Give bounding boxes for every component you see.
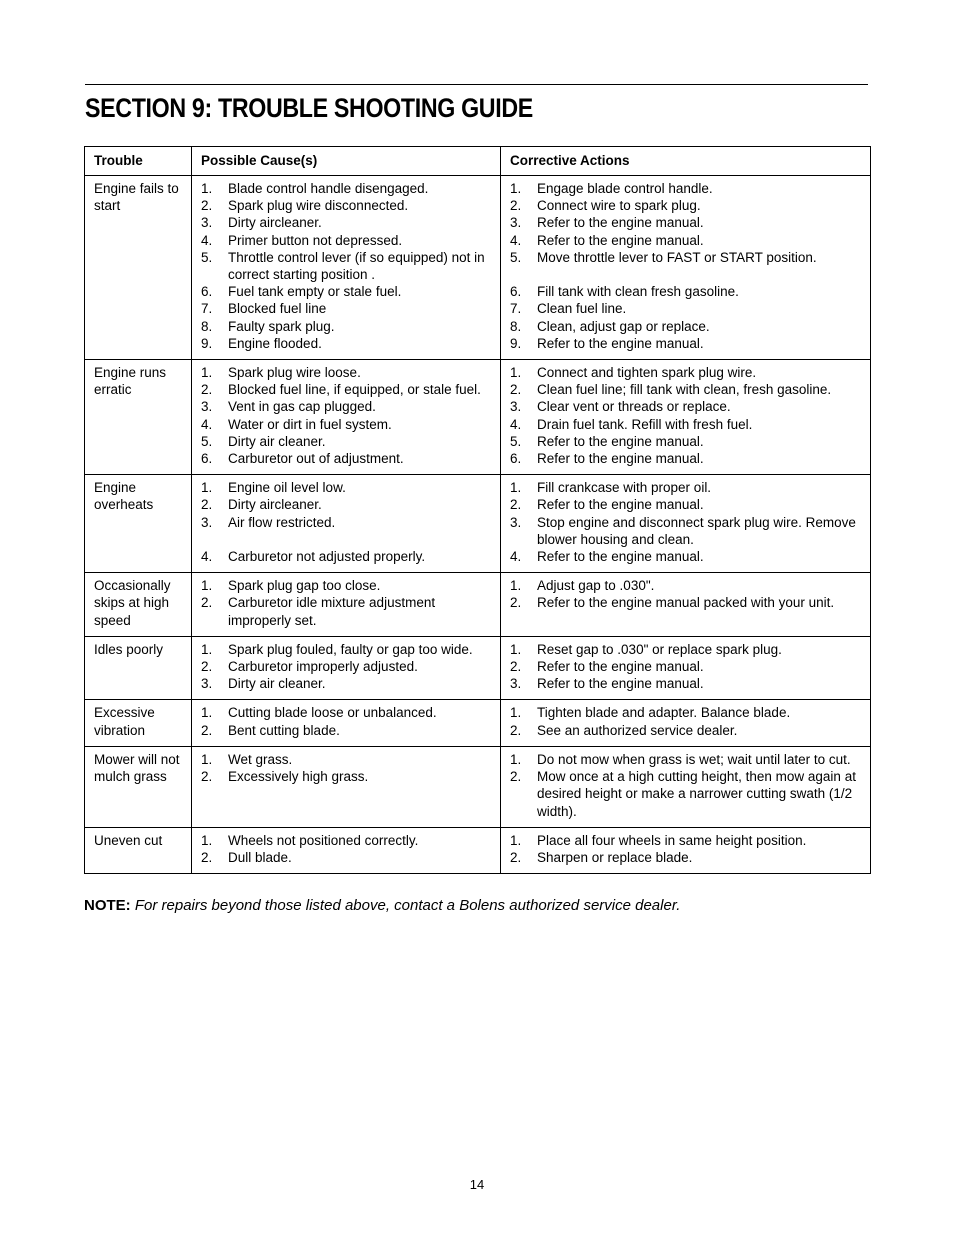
cause-item <box>201 849 494 866</box>
item-text: Spark plug wire loose. <box>228 365 361 381</box>
header-possible-causes: Possible Cause(s) <box>192 147 501 176</box>
table-row <box>85 636 871 700</box>
item-number: 1. <box>510 480 522 496</box>
item-text: Engine flooded. <box>228 335 322 351</box>
action-item <box>510 675 864 692</box>
cause-item <box>201 249 494 283</box>
table-row <box>85 700 871 746</box>
item-text: Carburetor not adjusted properly. <box>228 549 426 565</box>
item-number: 2. <box>510 659 522 675</box>
causes-cell <box>192 475 501 573</box>
item-text: See an authorized service dealer. <box>537 722 738 738</box>
item-number: 2. <box>201 595 213 611</box>
item-text: Dirty aircleaner. <box>228 215 322 231</box>
item-number: 3. <box>510 215 522 231</box>
item-number: 1. <box>510 181 522 196</box>
item-text: Bent cutting blade. <box>228 722 340 738</box>
item-text: Faulty spark plug. <box>228 318 335 334</box>
item-number: 1. <box>201 578 213 594</box>
item-number: 2. <box>510 595 522 611</box>
trouble-cell: Uneven cut <box>85 827 192 873</box>
item-number: 2. <box>510 382 522 398</box>
trouble-shooting-table <box>84 146 871 874</box>
table-row <box>85 573 871 637</box>
item-number: 4. <box>510 416 522 432</box>
item-text: Wheels not positioned correctly. <box>228 832 419 848</box>
cause-item <box>201 675 494 692</box>
item-number: 2. <box>510 722 522 738</box>
actions-cell <box>501 827 871 873</box>
item-text: Fill crankcase with proper oil. <box>537 480 712 496</box>
actions-cell <box>501 700 871 746</box>
item-number: 4. <box>201 549 213 565</box>
cause-item <box>201 180 494 197</box>
causes-cell <box>192 360 501 475</box>
item-text: Refer to the engine manual. <box>537 549 704 565</box>
cause-item <box>201 433 494 450</box>
cause-item <box>201 496 494 513</box>
action-item <box>510 704 864 721</box>
item-text: Water or dirt in fuel system. <box>228 416 392 432</box>
item-number: 2. <box>201 849 213 865</box>
action-item <box>510 283 864 300</box>
item-number: 2. <box>201 382 213 398</box>
item-number: 5. <box>201 249 213 265</box>
item-text: Refer to the engine manual. <box>537 215 704 231</box>
item-number: 3. <box>510 676 522 692</box>
action-item <box>510 381 864 398</box>
cause-item <box>201 548 494 565</box>
item-text: Place all four wheels in same height position. <box>537 832 807 848</box>
item-text: Wet grass. <box>228 751 293 767</box>
item-text: Adjust gap to .030". <box>537 578 655 594</box>
action-item <box>510 300 864 317</box>
trouble-cell: Excessive vibration <box>85 700 192 746</box>
trouble-cell: Engine fails to start <box>85 176 192 360</box>
cause-item <box>201 594 494 628</box>
item-number: 1. <box>201 832 213 848</box>
cause-item <box>201 641 494 658</box>
item-text: Drain fuel tank. Refill with fresh fuel. <box>537 416 753 432</box>
cause-item <box>201 751 494 768</box>
item-text: Clean fuel line; fill tank with clean, fresh gasoline. <box>537 382 832 398</box>
trouble-cell: Mower will not mulch grass <box>85 746 192 827</box>
cause-item <box>201 704 494 721</box>
item-text: Refer to the engine manual. <box>537 232 704 248</box>
causes-cell <box>192 176 501 360</box>
cause-item <box>201 398 494 415</box>
item-number: 5. <box>201 433 213 449</box>
item-text: Vent in gas cap plugged. <box>228 399 376 415</box>
item-text: Primer button not depressed. <box>228 232 403 248</box>
item-text: Connect wire to spark plug. <box>537 198 701 214</box>
item-text: Refer to the engine manual. <box>537 676 704 692</box>
item-text: Air flow restricted. <box>228 514 336 530</box>
action-item <box>510 658 864 675</box>
item-text: Reset gap to .030" or replace spark plug. <box>537 641 782 657</box>
table-row <box>85 176 871 360</box>
action-item <box>510 232 864 249</box>
cause-item <box>201 768 494 785</box>
item-number: 2. <box>510 769 522 785</box>
action-item <box>510 433 864 450</box>
cause-item <box>201 214 494 231</box>
item-number: 2. <box>510 198 522 214</box>
cause-item <box>201 364 494 381</box>
action-item <box>510 416 864 433</box>
item-number: 2. <box>510 497 522 513</box>
actions-cell <box>501 176 871 360</box>
cause-item <box>201 283 494 300</box>
item-text: Engine oil level low. <box>228 480 346 496</box>
item-number: 4. <box>201 416 213 432</box>
cause-item <box>201 232 494 249</box>
item-number: 8. <box>510 318 522 334</box>
causes-cell <box>192 827 501 873</box>
action-item <box>510 514 864 548</box>
note-text: For repairs beyond those listed above, contact a Bolens authorized service dealer. <box>134 897 681 914</box>
item-number: 4. <box>201 232 213 248</box>
item-number: 6. <box>201 451 213 467</box>
cause-item <box>201 416 494 433</box>
trouble-cell: Engine overheats <box>85 475 192 573</box>
cause-item <box>201 658 494 675</box>
note <box>84 897 680 915</box>
action-item <box>510 768 864 820</box>
action-item <box>510 751 864 768</box>
item-text: Dirty air cleaner. <box>228 433 326 449</box>
item-number: 2. <box>201 769 213 785</box>
table-row <box>85 360 871 475</box>
item-text: Clear vent or threads or replace. <box>537 399 731 415</box>
action-item <box>510 548 864 565</box>
item-text: Excessively high grass. <box>228 769 369 785</box>
actions-cell <box>501 475 871 573</box>
action-item <box>510 318 864 335</box>
action-item <box>510 496 864 513</box>
causes-cell <box>192 573 501 637</box>
cause-item <box>201 335 494 352</box>
item-number: 1. <box>510 751 522 767</box>
item-number: 1. <box>510 578 522 594</box>
item-text: Mow once at a high cutting height, then mow again at desired height or make a narrower cutting swath (1/2 width). <box>537 769 856 819</box>
item-number: 3. <box>201 399 213 415</box>
cause-item <box>201 381 494 398</box>
table-row <box>85 827 871 873</box>
item-number: 3. <box>201 215 213 231</box>
list-spacer <box>510 266 864 283</box>
item-number: 2. <box>201 198 213 214</box>
section-title: SECTION 9: TROUBLE SHOOTING GUIDE <box>85 93 533 123</box>
item-number: 4. <box>510 232 522 248</box>
item-text: Stop engine and disconnect spark plug wire. Remove blower housing and clean. <box>537 514 856 547</box>
header-corrective-actions: Corrective Actions <box>501 147 871 176</box>
item-number: 1. <box>201 365 213 381</box>
item-number: 2. <box>201 722 213 738</box>
item-number: 1. <box>201 705 213 721</box>
actions-cell <box>501 573 871 637</box>
item-number: 1. <box>510 365 522 381</box>
item-text: Refer to the engine manual. <box>537 433 704 449</box>
action-item <box>510 832 864 849</box>
item-number: 1. <box>510 705 522 721</box>
item-number: 5. <box>510 433 522 449</box>
item-number: 4. <box>510 549 522 565</box>
item-number: 1. <box>201 480 213 496</box>
item-text: Cutting blade loose or unbalanced. <box>228 705 437 721</box>
item-text: Connect and tighten spark plug wire. <box>537 365 757 381</box>
action-item <box>510 849 864 866</box>
table-body <box>85 176 871 874</box>
item-number: 1. <box>201 181 213 196</box>
item-text: Spark plug gap too close. <box>228 578 381 594</box>
cause-item <box>201 318 494 335</box>
table-row <box>85 746 871 827</box>
action-item <box>510 180 864 197</box>
section-top-rule <box>85 84 868 85</box>
item-text: Fill tank with clean fresh gasoline. <box>537 284 739 300</box>
item-number: 7. <box>201 301 213 317</box>
item-text: Dirty aircleaner. <box>228 497 322 513</box>
action-item <box>510 197 864 214</box>
item-text: Blocked fuel line <box>228 301 327 317</box>
causes-cell <box>192 746 501 827</box>
causes-cell <box>192 700 501 746</box>
trouble-cell: Occasionally skips at high speed <box>85 573 192 637</box>
item-text: Move throttle lever to FAST or START position. <box>537 249 817 265</box>
item-number: 7. <box>510 301 522 317</box>
item-text: Clean fuel line. <box>537 301 627 317</box>
note-label: NOTE: <box>84 897 131 914</box>
item-text: Spark plug fouled, faulty or gap too wide. <box>228 641 473 657</box>
item-number: 2. <box>201 659 213 675</box>
item-number: 9. <box>510 335 522 351</box>
cause-item <box>201 479 494 496</box>
cause-item <box>201 577 494 594</box>
action-item <box>510 641 864 658</box>
actions-cell <box>501 636 871 700</box>
item-number: 3. <box>510 514 522 530</box>
cause-item <box>201 514 494 531</box>
item-text: Carburetor idle mixture adjustment improperly set. <box>228 595 436 628</box>
header-trouble: Trouble <box>85 147 192 176</box>
trouble-cell: Engine runs erratic <box>85 360 192 475</box>
actions-cell <box>501 360 871 475</box>
action-item <box>510 479 864 496</box>
item-number: 3. <box>510 399 522 415</box>
item-number: 8. <box>201 318 213 334</box>
action-item <box>510 594 864 611</box>
page-number: 14 <box>469 1177 485 1192</box>
cause-item <box>201 300 494 317</box>
table-row <box>85 475 871 573</box>
item-text: Refer to the engine manual. <box>537 335 704 351</box>
action-item <box>510 722 864 739</box>
table-header-row <box>85 147 871 176</box>
cause-item <box>201 832 494 849</box>
item-text: Blade control handle disengaged. <box>228 181 429 196</box>
item-number: 1. <box>201 641 213 657</box>
action-item <box>510 335 864 352</box>
item-text: Dull blade. <box>228 849 292 865</box>
list-spacer <box>201 531 494 548</box>
action-item <box>510 398 864 415</box>
action-item <box>510 450 864 467</box>
item-number: 6. <box>201 284 213 300</box>
item-text: Clean, adjust gap or replace. <box>537 318 710 334</box>
item-text: Refer to the engine manual. <box>537 659 704 675</box>
actions-cell <box>501 746 871 827</box>
item-number: 6. <box>510 451 522 467</box>
cause-item <box>201 197 494 214</box>
item-text: Refer to the engine manual. <box>537 497 704 513</box>
item-text: Engage blade control handle. <box>537 181 713 196</box>
action-item <box>510 364 864 381</box>
action-item <box>510 577 864 594</box>
item-text: Dirty air cleaner. <box>228 676 326 692</box>
item-text: Tighten blade and adapter. Balance blade. <box>537 705 791 721</box>
trouble-cell: Idles poorly <box>85 636 192 700</box>
item-number: 3. <box>201 676 213 692</box>
item-text: Refer to the engine manual. <box>537 451 704 467</box>
item-text: Fuel tank empty or stale fuel. <box>228 284 402 300</box>
item-number: 5. <box>510 249 522 265</box>
item-number: 1. <box>510 832 522 848</box>
item-text: Blocked fuel line, if equipped, or stale fuel. <box>228 382 481 398</box>
item-number: 1. <box>201 751 213 767</box>
item-number: 2. <box>201 497 213 513</box>
cause-item <box>201 722 494 739</box>
item-number: 9. <box>201 335 213 351</box>
item-text: Carburetor improperly adjusted. <box>228 659 418 675</box>
action-item <box>510 249 864 266</box>
item-text: Throttle control lever (if so equipped) not in correct starting position . <box>228 249 485 283</box>
item-text: Sharpen or replace blade. <box>537 849 693 865</box>
item-text: Do not mow when grass is wet; wait until later to cut. <box>537 751 851 767</box>
item-text: Refer to the engine manual packed with your unit. <box>537 595 835 611</box>
item-text: Spark plug wire disconnected. <box>228 198 409 214</box>
item-number: 3. <box>201 514 213 530</box>
item-number: 2. <box>510 849 522 865</box>
item-number: 6. <box>510 284 522 300</box>
item-text: Carburetor out of adjustment. <box>228 451 404 467</box>
cause-item <box>201 450 494 467</box>
causes-cell <box>192 636 501 700</box>
action-item <box>510 214 864 231</box>
item-number: 1. <box>510 641 522 657</box>
